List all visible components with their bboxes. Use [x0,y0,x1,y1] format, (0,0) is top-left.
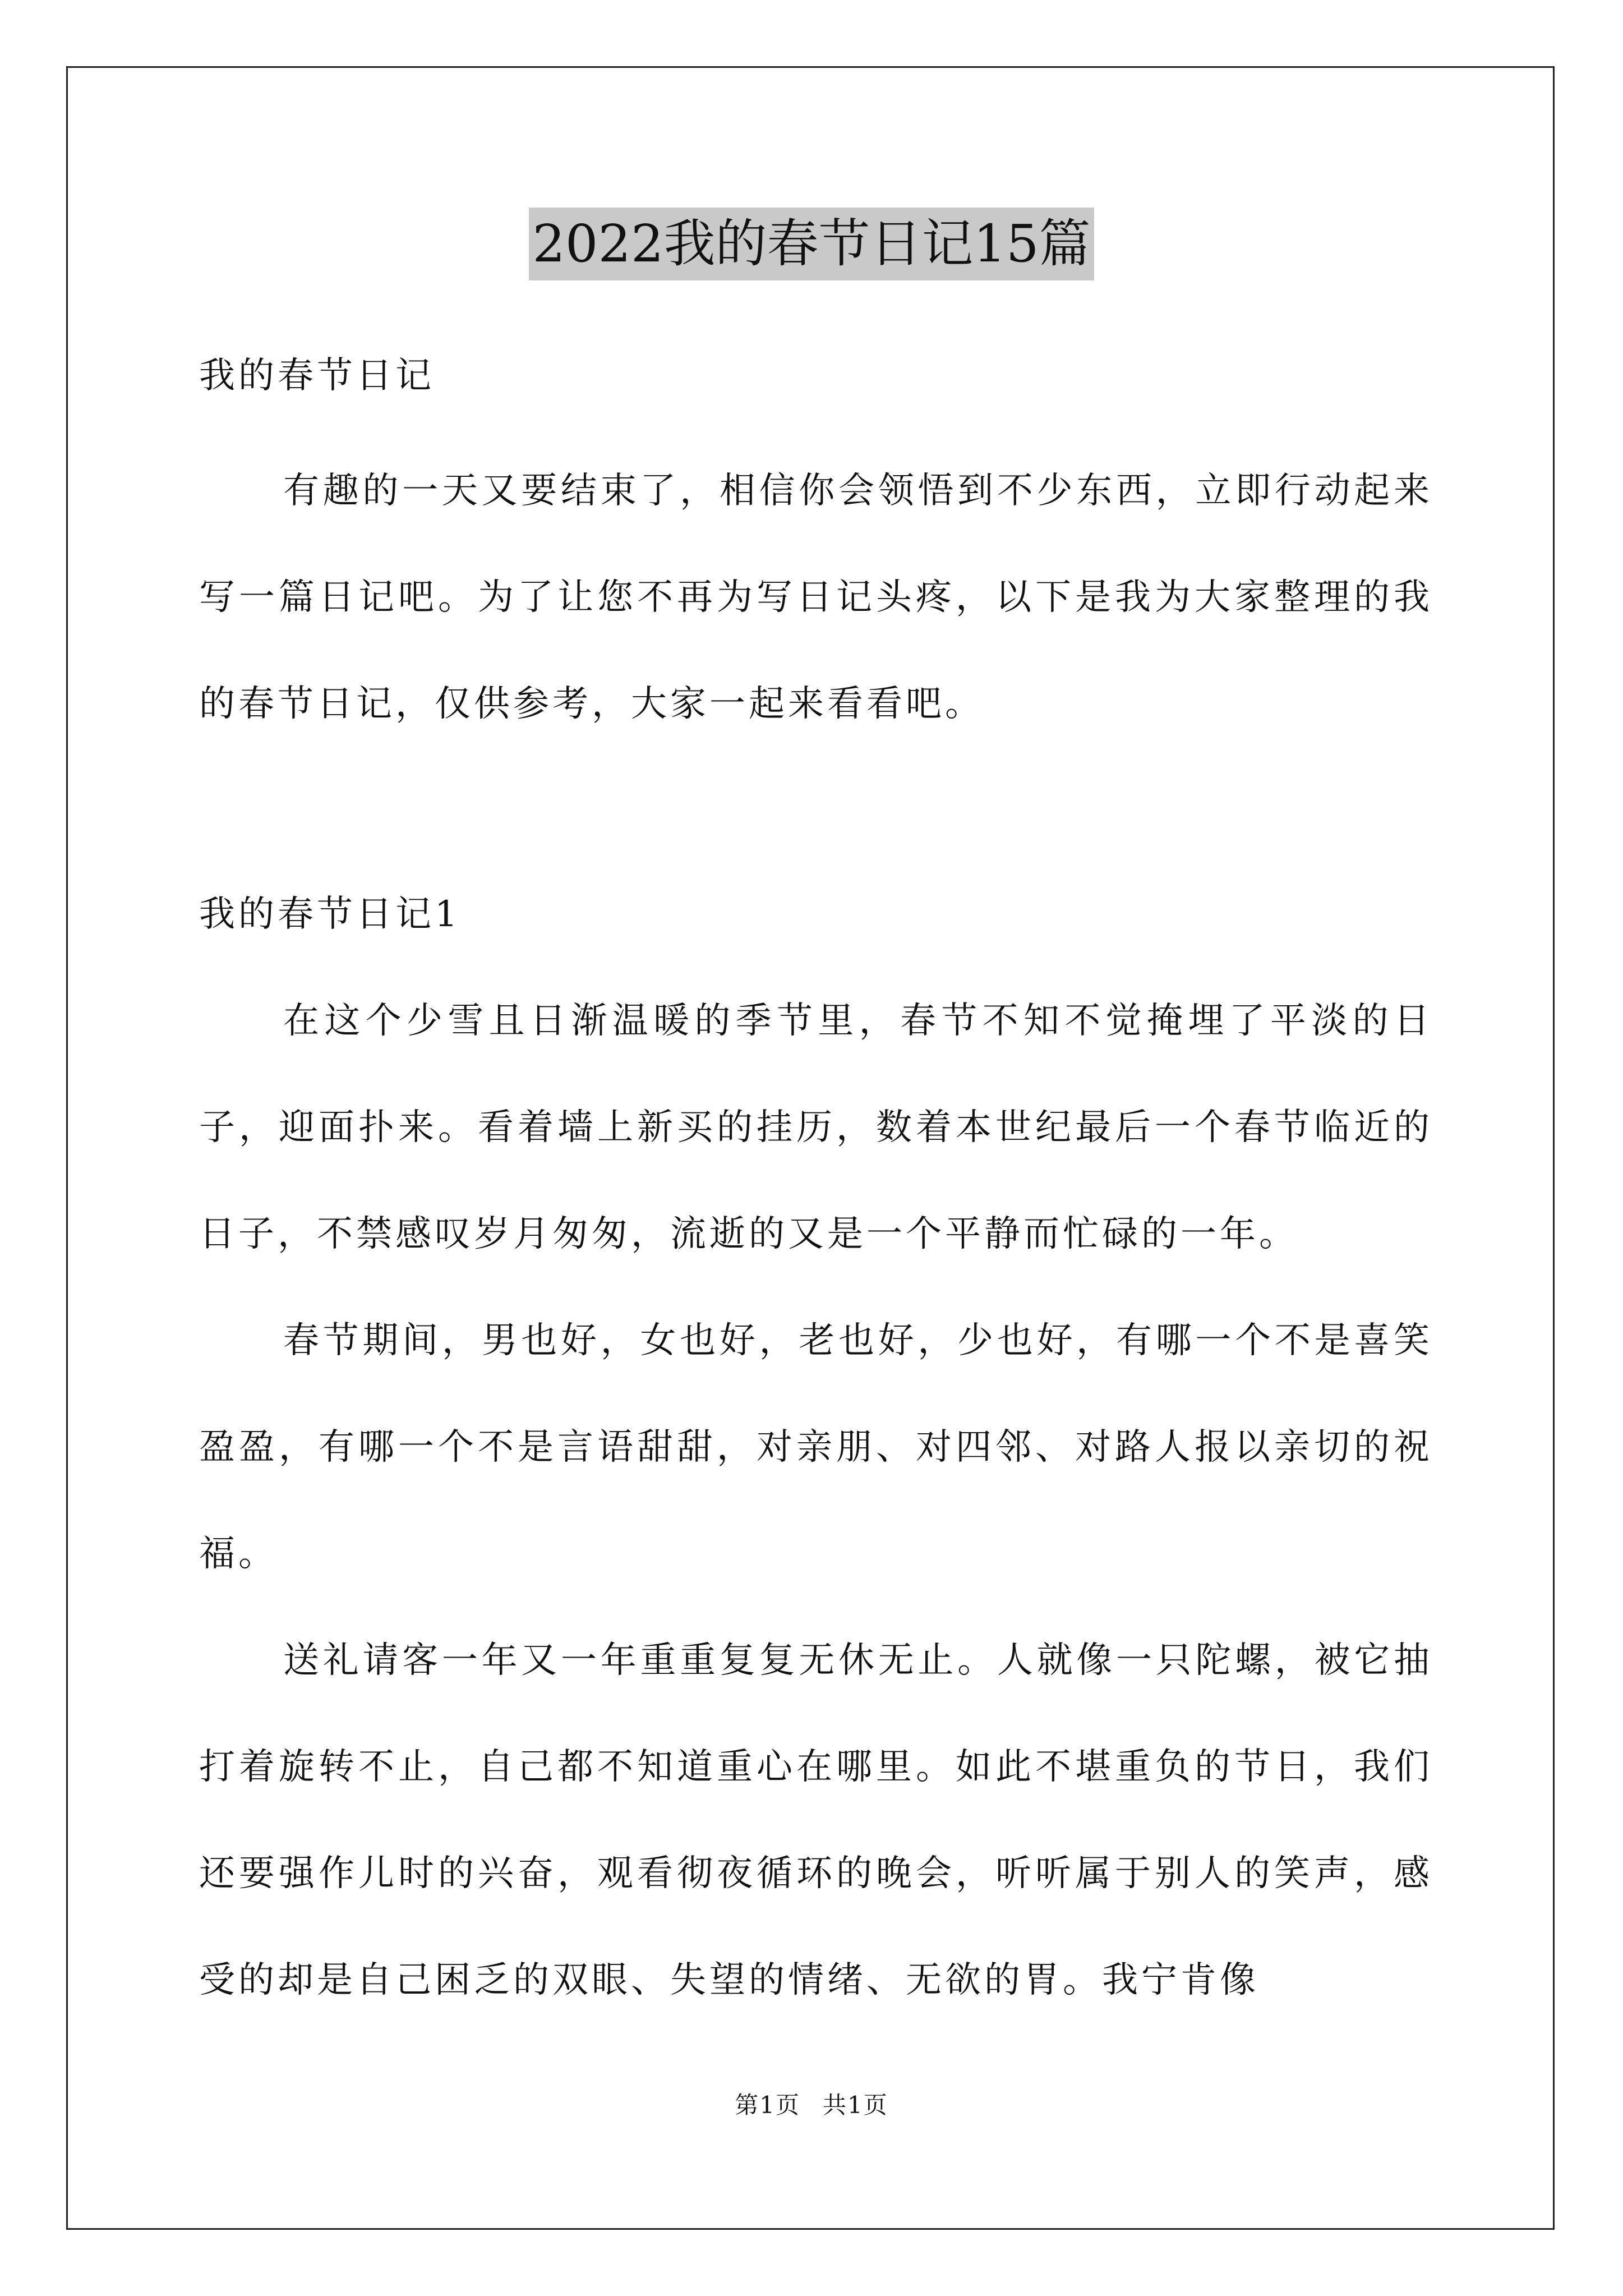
page-footer [0,2087,1623,2120]
section-1-paragraph-1: 在这个少雪且日渐温暖的季节里，春节不知不觉掩埋了平淡的日子，迎面扑来。看着墙上新买的挂历，数着本世纪最后一个春节临近的日子，不禁感叹岁月匆匆，流逝的又是一个平静而忙碌的一年。 [199,1000,1433,1255]
page-total: 共1页 [823,2091,888,2119]
document-title [0,208,1623,280]
section-1-heading: 我的春节日记1 [199,894,461,935]
section-1-paragraph-2: 春节期间，男也好，女也好，老也好，少也好，有哪一个不是喜笑盈盈，有哪一个不是言语甜甜，对亲朋、对四邻、对路人报以亲切的祝福。 [199,1320,1433,1575]
page-number: 第1页 [735,2091,800,2119]
intro-paragraph: 有趣的一天又要结束了，相信你会领悟到不少东西，立即行动起来写一篇日记吧。为了让您不再为写日记头疼，以下是我为大家整理的我的春节日记，仅供参考，大家一起来看看吧。 [199,470,1433,725]
document-title-text: 2022我的春节日记15篇 [529,208,1094,280]
intro-heading: 我的春节日记 [199,355,435,397]
section-1-paragraph-3: 送礼请客一年又一年重重复复无休无止。人就像一只陀螺，被它抽打着旋转不止，自己都不知道重心在哪里。如此不堪重负的节日，我们还要强作儿时的兴奋，观看彻夜循环的晚会，听听属于别人的笑声，感受的却是自己困乏的双眼、失望的情绪、无欲的胃。我宁肯像 [199,1640,1433,2001]
